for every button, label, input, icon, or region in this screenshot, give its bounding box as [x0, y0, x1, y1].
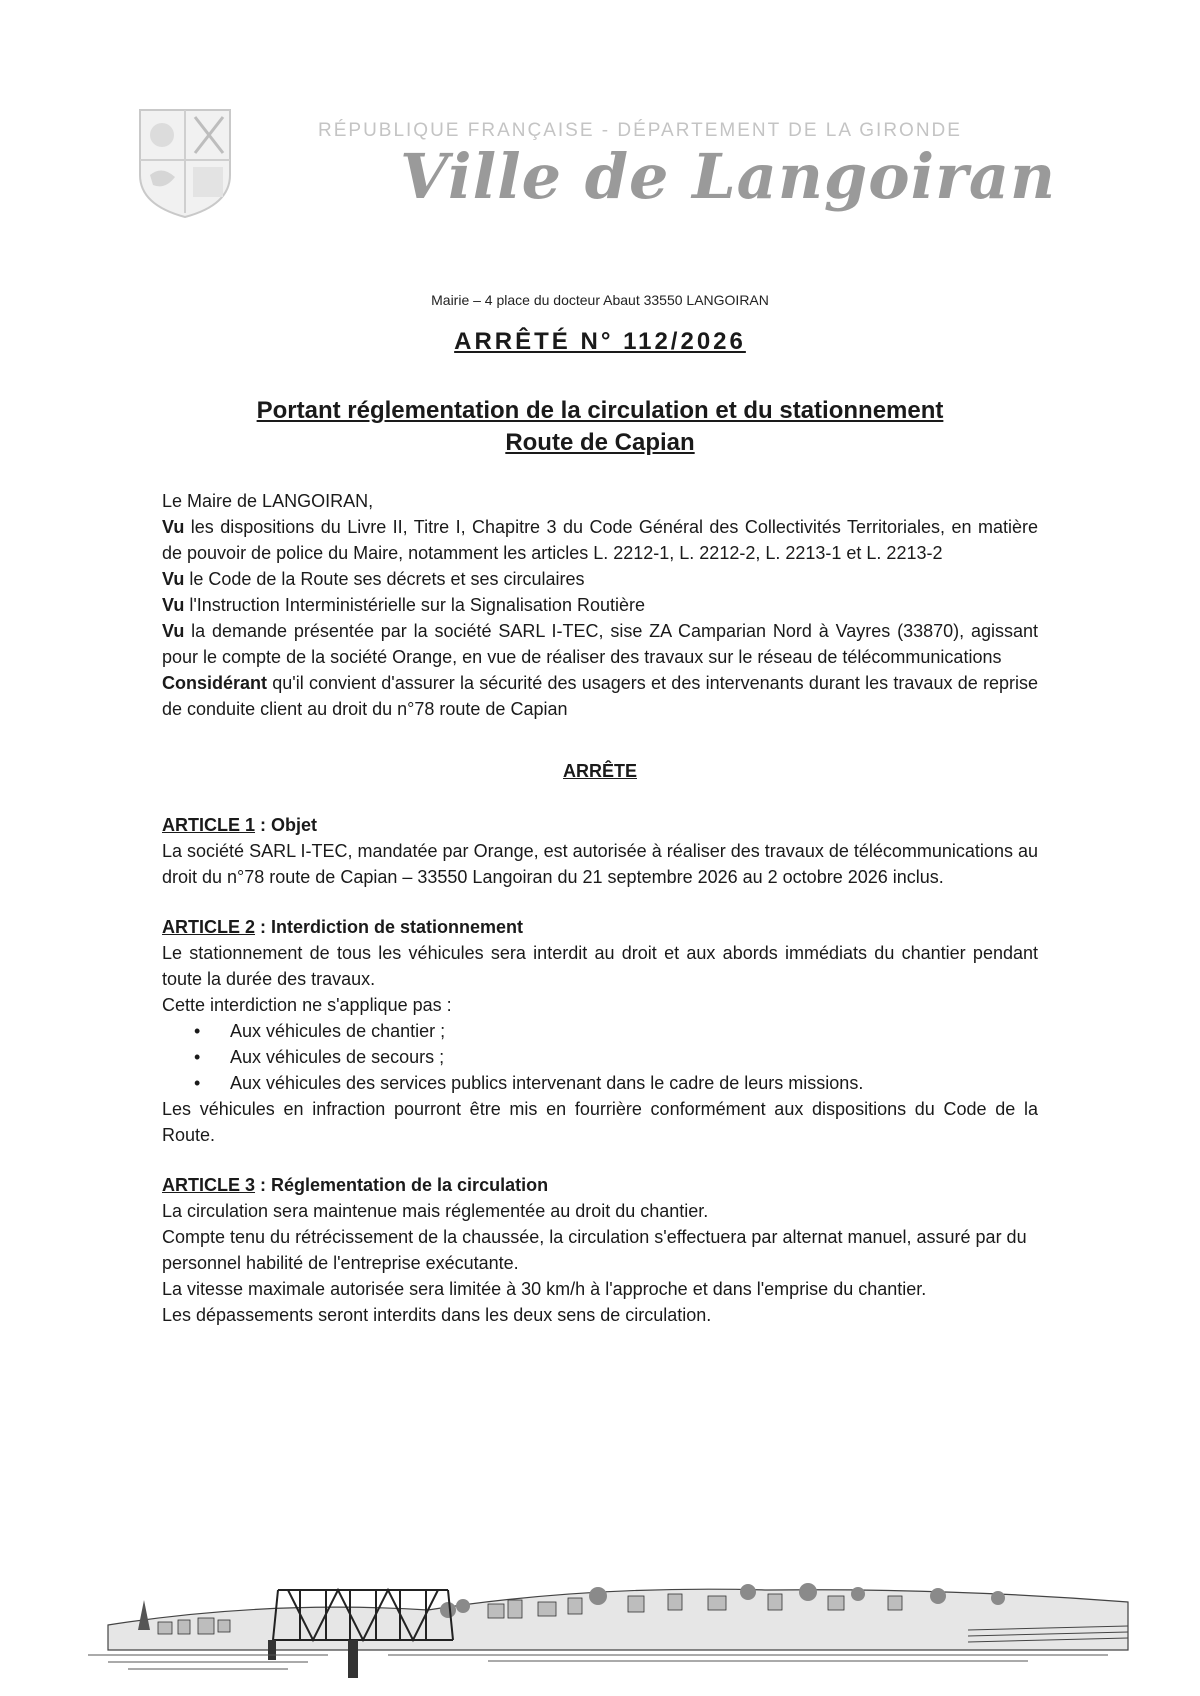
article-label: ARTICLE 2 — [162, 917, 256, 937]
vu-keyword: Vu — [162, 569, 185, 589]
preamble-vu-3 — [162, 592, 1038, 618]
decision-heading: ARRÊTE — [562, 761, 637, 781]
article-3-paragraph-3: La vitesse maximale autorisée sera limitée à 30 km/h à l'approche et dans l'emprise du chantier. — [162, 1279, 927, 1299]
list-item: • Aux véhicules de chantier ; — [230, 1018, 1038, 1044]
article-3-paragraph-1: La circulation sera maintenue mais réglementée au droit du chantier. — [162, 1201, 709, 1221]
article-1-heading — [162, 812, 1038, 838]
article-title: : Réglementation de la circulation — [255, 1175, 549, 1195]
article-2-paragraph-2: Cette interdiction ne s'applique pas : — [162, 995, 452, 1015]
document-body — [162, 488, 1038, 1328]
preamble-considerant — [162, 670, 1038, 722]
article-2-paragraph-1: Le stationnement de tous les véhicules sera interdit au droit et aux abords immédiats du chantier pendant toute la durée des travaux. — [162, 943, 1038, 989]
article-title: : Interdiction de stationnement — [255, 917, 524, 937]
arrete-number: ARRÊTÉ N° 112/2026 — [454, 328, 746, 355]
arrete-subject — [0, 395, 1200, 459]
vu-keyword: Vu — [162, 621, 185, 641]
preamble-vu-4 — [162, 618, 1038, 670]
vu-keyword: Vu — [162, 517, 185, 537]
town-bridge-illustration — [68, 1530, 1138, 1680]
article-3-paragraph-2: Compte tenu du rétrécissement de la chaussée, la circulation s'effectuera par alternat manuel, assuré par du personnel habilité de l'entreprise exécutante. — [162, 1227, 1027, 1273]
preamble-vu-1 — [162, 514, 1038, 566]
preamble-intro: Le Maire de LANGOIRAN, — [162, 491, 374, 511]
article-title: : Objet — [255, 815, 318, 835]
article-label: ARTICLE 3 — [162, 1175, 256, 1195]
coat-of-arms-icon — [135, 105, 235, 220]
exceptions-list — [162, 1018, 1038, 1096]
considerant-text: qu'il convient d'assurer la sécurité des usagers et des intervenants durant les travaux de reprise de conduite client au droit du n°78 route de Capian — [162, 673, 1038, 719]
considerant-keyword: Considérant — [162, 673, 268, 693]
subject-line-1: Portant réglementation de la circulation et du stationnement — [256, 397, 944, 424]
list-item: • Aux véhicules des services publics intervenant dans le cadre de leurs missions. — [230, 1070, 1038, 1096]
preamble-vu-2 — [162, 566, 1038, 592]
vu-text: les dispositions du Livre II, Titre I, Chapitre 3 du Code Général des Collectivités Territoriales, en matière de pouvoir de police du Maire, notamment les articles L. 2212-1, L. 2212-2, L. 2213-1 et L. 2213-2 — [162, 517, 1038, 563]
republic-line: RÉPUBLIQUE FRANÇAISE - DÉPARTEMENT DE LA GIRONDE — [318, 120, 962, 141]
vu-keyword: Vu — [162, 595, 185, 615]
article-3-heading — [162, 1172, 1038, 1198]
subject-line-2: Route de Capian — [505, 429, 695, 456]
article-2-paragraph-3: Les véhicules en infraction pourront être mis en fourrière conformément aux dispositions du Code de la Route. — [162, 1099, 1038, 1145]
article-label: ARTICLE 1 — [162, 815, 256, 835]
list-item: • Aux véhicules de secours ; — [230, 1044, 1038, 1070]
article-1-text: La société SARL I-TEC, mandatée par Orange, est autorisée à réaliser des travaux de télécommunications au droit du n°78 route de Capian – 33550 Langoiran du 21 septembre 2026 au 2 octobre 2026 inclus. — [162, 841, 1038, 887]
vu-text: la demande présentée par la société SARL I-TEC, sise ZA Camparian Nord à Vayres (33870), agissant pour le compte de la société Orange, en vue de réaliser des travaux sur le réseau de télécommunications — [162, 621, 1038, 667]
town-hall-address: Mairie – 4 place du docteur Abaut 33550 LANGOIRAN — [431, 292, 769, 308]
article-3-paragraph-4: Les dépassements seront interdits dans les deux sens de circulation. — [162, 1305, 712, 1325]
vu-text: le Code de la Route ses décrets et ses circulaires — [184, 569, 585, 589]
city-name-signature: Ville de Langoiran — [400, 140, 1057, 213]
vu-text: l'Instruction Interministérielle sur la Signalisation Routière — [184, 595, 645, 615]
article-2-heading — [162, 914, 1038, 940]
